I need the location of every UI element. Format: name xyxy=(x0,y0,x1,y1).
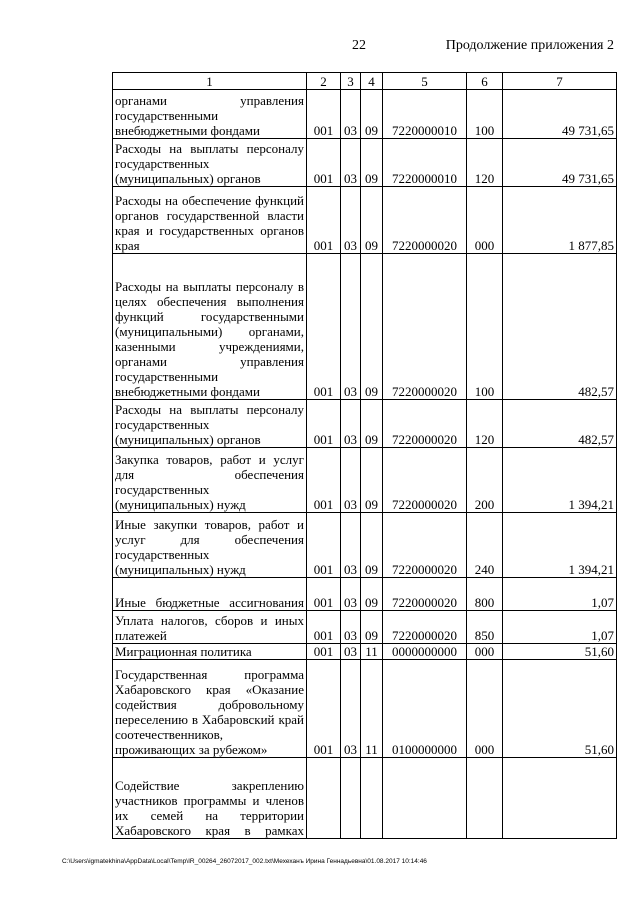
row-name: Иные бюджетные ассигнования xyxy=(113,578,307,611)
cell-amount: 51,60 xyxy=(503,644,617,660)
cell-amount: 49 731,65 xyxy=(503,90,617,139)
cell-target-article: 7220000010 xyxy=(383,90,467,139)
cell-amount: 1 877,85 xyxy=(503,187,617,254)
cell-section: 03 xyxy=(341,254,361,400)
cell-target-article: 7220000010 xyxy=(383,139,467,187)
cell-subsection: 09 xyxy=(361,578,383,611)
cell-target-article xyxy=(383,758,467,839)
cell-expense-type: 240 xyxy=(467,513,503,578)
cell-target-article: 7220000020 xyxy=(383,400,467,448)
cell-expense-type: 000 xyxy=(467,660,503,758)
cell-target-article: 0100000000 xyxy=(383,660,467,758)
cell-expense-type: 850 xyxy=(467,611,503,644)
cell-admin-code: 001 xyxy=(307,513,341,578)
cell-section: 03 xyxy=(341,90,361,139)
table-row xyxy=(113,513,617,578)
cell-amount: 49 731,65 xyxy=(503,139,617,187)
cell-admin-code: 001 xyxy=(307,660,341,758)
cell-expense-type: 000 xyxy=(467,644,503,660)
row-name: Расходы на выплаты персоналу государственных (муниципальных) органов xyxy=(113,139,307,187)
header-col-3: 3 xyxy=(341,73,361,90)
cell-expense-type: 120 xyxy=(467,400,503,448)
cell-amount: 51,60 xyxy=(503,660,617,758)
cell-amount xyxy=(503,758,617,839)
cell-section xyxy=(341,758,361,839)
cell-expense-type: 200 xyxy=(467,448,503,513)
cell-target-article: 7220000020 xyxy=(383,513,467,578)
row-name: Расходы на выплаты персоналу в целях обеспечения выполнения функций государственными (муниципальными) органами, казенными учреждениями, органами управления государственными внебюджетными фондами xyxy=(113,254,307,400)
cell-target-article: 7220000020 xyxy=(383,578,467,611)
row-name: Закупка товаров, работ и услуг для обеспечения государственных (муниципальных) нужд xyxy=(113,448,307,513)
table-row xyxy=(113,139,617,187)
cell-expense-type: 120 xyxy=(467,139,503,187)
budget-table xyxy=(112,72,617,839)
header-col-2: 2 xyxy=(307,73,341,90)
cell-section: 03 xyxy=(341,448,361,513)
cell-expense-type: 800 xyxy=(467,578,503,611)
cell-admin-code: 001 xyxy=(307,644,341,660)
cell-target-article: 7220000020 xyxy=(383,448,467,513)
header-col-7: 7 xyxy=(503,73,617,90)
cell-amount: 1 394,21 xyxy=(503,448,617,513)
table-row xyxy=(113,578,617,611)
page-caption: Продолжение приложения 2 xyxy=(445,38,614,53)
table-row xyxy=(113,644,617,660)
table-header-row xyxy=(113,73,617,90)
cell-section: 03 xyxy=(341,400,361,448)
header-col-6: 6 xyxy=(467,73,503,90)
cell-admin-code: 001 xyxy=(307,90,341,139)
row-name: Миграционная политика xyxy=(113,644,307,660)
cell-admin-code: 001 xyxy=(307,400,341,448)
table-row xyxy=(113,611,617,644)
cell-section: 03 xyxy=(341,660,361,758)
cell-subsection: 09 xyxy=(361,90,383,139)
cell-target-article: 7220000020 xyxy=(383,187,467,254)
table-row xyxy=(113,660,617,758)
table-row xyxy=(113,448,617,513)
table-row xyxy=(113,187,617,254)
cell-admin-code: 001 xyxy=(307,448,341,513)
row-name: Иные закупки товаров, работ и услуг для обеспечения государственных (муниципальных) нужд xyxy=(113,513,307,578)
cell-amount: 1,07 xyxy=(503,578,617,611)
cell-admin-code: 001 xyxy=(307,139,341,187)
cell-section: 03 xyxy=(341,644,361,660)
cell-section: 03 xyxy=(341,578,361,611)
row-name: Государственная программа Хабаровского края «Оказание содействия добровольному переселению в Хабаровский край соотечественников, проживающих за рубежом» xyxy=(113,660,307,758)
cell-amount: 1,07 xyxy=(503,611,617,644)
cell-section: 03 xyxy=(341,139,361,187)
table-row xyxy=(113,400,617,448)
cell-section: 03 xyxy=(341,611,361,644)
cell-amount: 482,57 xyxy=(503,254,617,400)
page-number: 22 xyxy=(352,38,366,53)
table-row xyxy=(113,90,617,139)
cell-subsection: 09 xyxy=(361,400,383,448)
cell-amount: 1 394,21 xyxy=(503,513,617,578)
cell-target-article: 0000000000 xyxy=(383,644,467,660)
cell-expense-type xyxy=(467,758,503,839)
cell-admin-code: 001 xyxy=(307,578,341,611)
cell-subsection: 09 xyxy=(361,448,383,513)
cell-expense-type: 100 xyxy=(467,90,503,139)
table-row xyxy=(113,254,617,400)
header-col-4: 4 xyxy=(361,73,383,90)
table-row xyxy=(113,758,617,839)
cell-admin-code: 001 xyxy=(307,187,341,254)
cell-admin-code xyxy=(307,758,341,839)
header-col-1: 1 xyxy=(113,73,307,90)
row-name: органами управления государственными внебюджетными фондами xyxy=(113,90,307,139)
cell-subsection: 09 xyxy=(361,139,383,187)
cell-admin-code: 001 xyxy=(307,611,341,644)
cell-target-article: 7220000020 xyxy=(383,611,467,644)
row-name: Содействие закреплению участников программы и членов их семей на территории Хабаровского края в рамках xyxy=(113,758,307,839)
cell-section: 03 xyxy=(341,513,361,578)
cell-subsection: 11 xyxy=(361,660,383,758)
cell-admin-code: 001 xyxy=(307,254,341,400)
cell-subsection: 09 xyxy=(361,254,383,400)
row-name: Расходы на обеспечение функций органов государственной власти края и государственных органов края xyxy=(113,187,307,254)
header-col-5: 5 xyxy=(383,73,467,90)
cell-subsection: 11 xyxy=(361,644,383,660)
cell-target-article: 7220000020 xyxy=(383,254,467,400)
cell-subsection xyxy=(361,758,383,839)
cell-subsection: 09 xyxy=(361,611,383,644)
row-name: Уплата налогов, сборов и иных платежей xyxy=(113,611,307,644)
cell-section: 03 xyxy=(341,187,361,254)
cell-expense-type: 000 xyxy=(467,187,503,254)
footer-file-path: C:\Users\igmatekhina\AppData\Local\Temp\IR_00264_26072017_002.txt\Мехеханъ Ирина Геннадьевна\01.08.2017 10:14:46 xyxy=(62,858,427,865)
cell-subsection: 09 xyxy=(361,513,383,578)
cell-amount: 482,57 xyxy=(503,400,617,448)
cell-subsection: 09 xyxy=(361,187,383,254)
cell-expense-type: 100 xyxy=(467,254,503,400)
row-name: Расходы на выплаты персоналу государственных (муниципальных) органов xyxy=(113,400,307,448)
